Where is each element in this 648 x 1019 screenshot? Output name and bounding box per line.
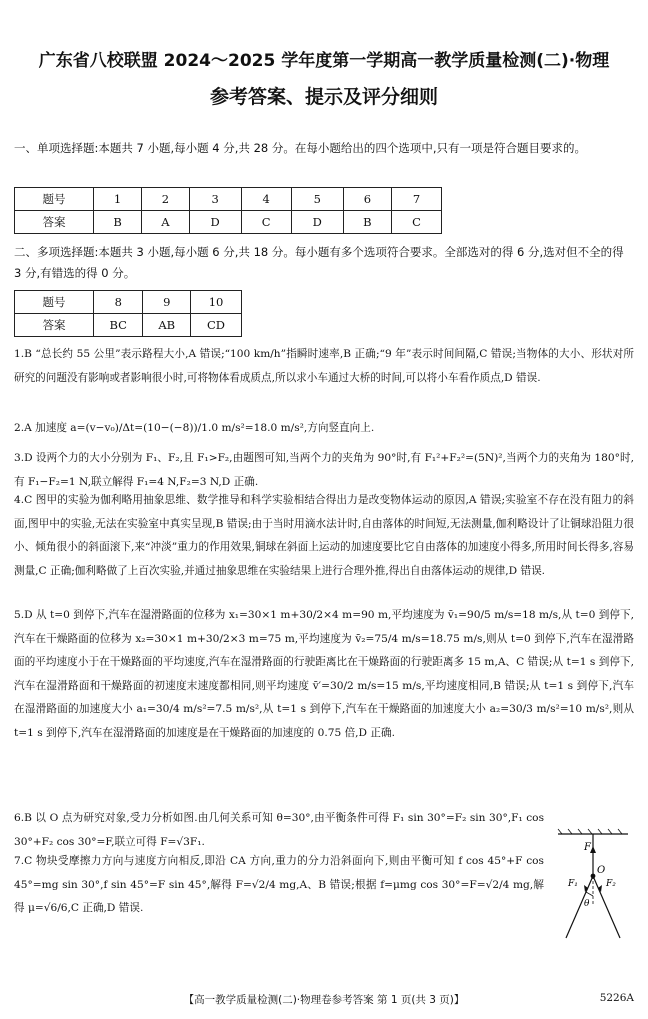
explanation-q4: 4.C 图甲的实验为伽利略用抽象思维、数学推导和科学实验相结合得出力是改变物体运动的原因,A 错误;实验室不存在没有阻力的斜面,图甲中的实验,无法在实验室中真实呈现,B 错误;由于当时用滴水法计时,自由落体的时间短,无法测量,伽利略设计了让铜球沿阻力很小、倾角很小的斜面滚下,来“冲淡”重力的作用效果,铜球在斜面上运动的加速度要比它自由落体的加速度小得多,所用时间长得多,容易测量,C 正确;伽利略做了上百次实验,并通过抽象思维在实验结果上进行合理外推,得出自由落体运动的规律,D 错误. [14, 494, 634, 577]
table-row [15, 188, 442, 211]
page-footer: 【高一教学质量检测(二)·物理卷参考答案 第 1 页(共 3 页)】 [183, 994, 465, 1006]
row-label: 题号 [15, 188, 94, 211]
section2-answer-table [14, 290, 242, 337]
cell: AB [143, 314, 191, 337]
doc-code: 5226A [599, 992, 634, 1004]
ceiling-hatch [558, 829, 622, 834]
explanation-q7: 7.C 物块受摩擦力方向与速度方向相反,即沿 CA 方向,重力的分力沿斜面向下,则由平衡可知 f cos 45°+F cos 45°=mg sin 30°,f sin 45°=F sin 45°,解得 F=√2/4 mg,A、B 错误;根据 f=μmg cos 30°=F=√2/4 mg,解得 μ=√6/6,C 正确,D 错误. [14, 855, 544, 914]
explanation-q6: 6.B 以 O 点为研究对象,受力分析如图.由几何关系可知 θ=30°,由平衡条件可得 F₁ sin 30°=F₂ sin 30°,F₁ cos 30°+F₂ cos 30°=F,联立可得 F=√3F₁. [14, 812, 544, 848]
row-label: 答案 [15, 211, 94, 234]
explanation-q5: 5.D 从 t=0 到停下,汽车在湿滑路面的位移为 x₁=30×1 m+30/2×4 m=90 m,平均速度为 v̄₁=90/5 m/s=18 m/s,从 t=0 到停下,汽车在干燥路面的位移为 x₂=30×1 m+30/2×3 m=75 m,平均速度为 v̄₂=75/4 m/s=18.75 m/s,则从 t=0 到停下,汽车在湿滑路面的平均速度小于在干燥路面的平均速度,汽车在湿滑路面的行驶距离比在干燥路面的行驶距离多 15 m,A、C 错误;从 t=1 s 到停下,汽车在湿滑路面和干燥路面的初速度末速度都相同,则平均速度 v̄′=30/2 m/s=15 m/s,平均速度相同,B 错误;从 t=1 s 到停下,汽车在湿滑路面的加速度大小 a₁=30/4 m/s²=7.5 m/s²,从 t=1 s 到停下,汽车在干燥路面的加速度大小 a₂=30/3 m/s²=10 m/s²,则从 t=1 s 到停下,汽车在湿滑路面的加速度是在干燥路面的加速度的 0.75 倍,D 正确. [14, 609, 634, 739]
cell: A [142, 211, 189, 234]
cell: D [189, 211, 241, 234]
section1-answer-table [14, 187, 442, 234]
explanation-q2: 2.A 加速度 a=(v−v₀)/Δt=(10−(−8))/1.0 m/s²=18.0 m/s²,方向竖直向上. [14, 422, 375, 434]
angle-arc [586, 892, 593, 896]
label-o: O [597, 865, 606, 876]
explanation-q3: 3.D 设两个力的大小分别为 F₁、F₂,且 F₁>F₂,由题图可知,当两个力的夹角为 90°时,有 F₁²+F₂²=(5N)²,当两个力的夹角为 180°时,有 F₁−F₂=1 N,联立解得 F₁=4 N,F₂=3 N,D 正确. [14, 452, 634, 488]
cell: 5 [291, 188, 343, 211]
cell: 8 [94, 291, 143, 314]
cell: 1 [94, 188, 142, 211]
doc-title: 广东省八校联盟 2024～2025 学年度第一学期高一教学质量检测(二)·物理 [38, 51, 610, 71]
cell: D [291, 211, 343, 234]
cell: BC [94, 314, 143, 337]
table-row [15, 211, 442, 234]
cell: 6 [343, 188, 391, 211]
label-theta: θ [584, 899, 590, 909]
cell: C [241, 211, 291, 234]
row-label: 题号 [15, 291, 94, 314]
cell: 7 [391, 188, 441, 211]
cell: 3 [189, 188, 241, 211]
doc-subtitle: 参考答案、提示及评分细则 [209, 86, 438, 108]
row-label: 答案 [15, 314, 94, 337]
label-f: F [584, 842, 591, 853]
cell: 2 [142, 188, 189, 211]
cell: CD [191, 314, 242, 337]
table-row [15, 314, 242, 337]
section1-intro: 一、单项选择题:本题共 7 小题,每小题 4 分,共 28 分。在每小题给出的四个选项中,只有一项是符合题目要求的。 [14, 141, 587, 155]
cell: 10 [191, 291, 242, 314]
label-f2: F₂ [606, 879, 616, 889]
cell: 4 [241, 188, 291, 211]
force-diagram [548, 828, 638, 943]
label-f1: F₁ [568, 879, 578, 889]
cell: B [343, 211, 391, 234]
table-row [15, 291, 242, 314]
cell: C [391, 211, 441, 234]
cell: 9 [143, 291, 191, 314]
explanation-q1: 1.B “总长约 55 公里”表示路程大小,A 错误;“100 km/h”指瞬时速率,B 正确;“9 年”表示时间间隔,C 错误;当物体的大小、形状对所研究的问题没有影响或者影响很小时,可将物体看成质点,所以求小车通过大桥的时间,可以将小车看作质点,D 错误. [14, 348, 634, 384]
cell: B [94, 211, 142, 234]
section2-intro: 二、多项选择题:本题共 3 小题,每小题 6 分,共 18 分。每小题有多个选项符合要求。全部选对的得 6 分,选对但不全的得 3 分,有错选的得 0 分。 [14, 245, 624, 280]
